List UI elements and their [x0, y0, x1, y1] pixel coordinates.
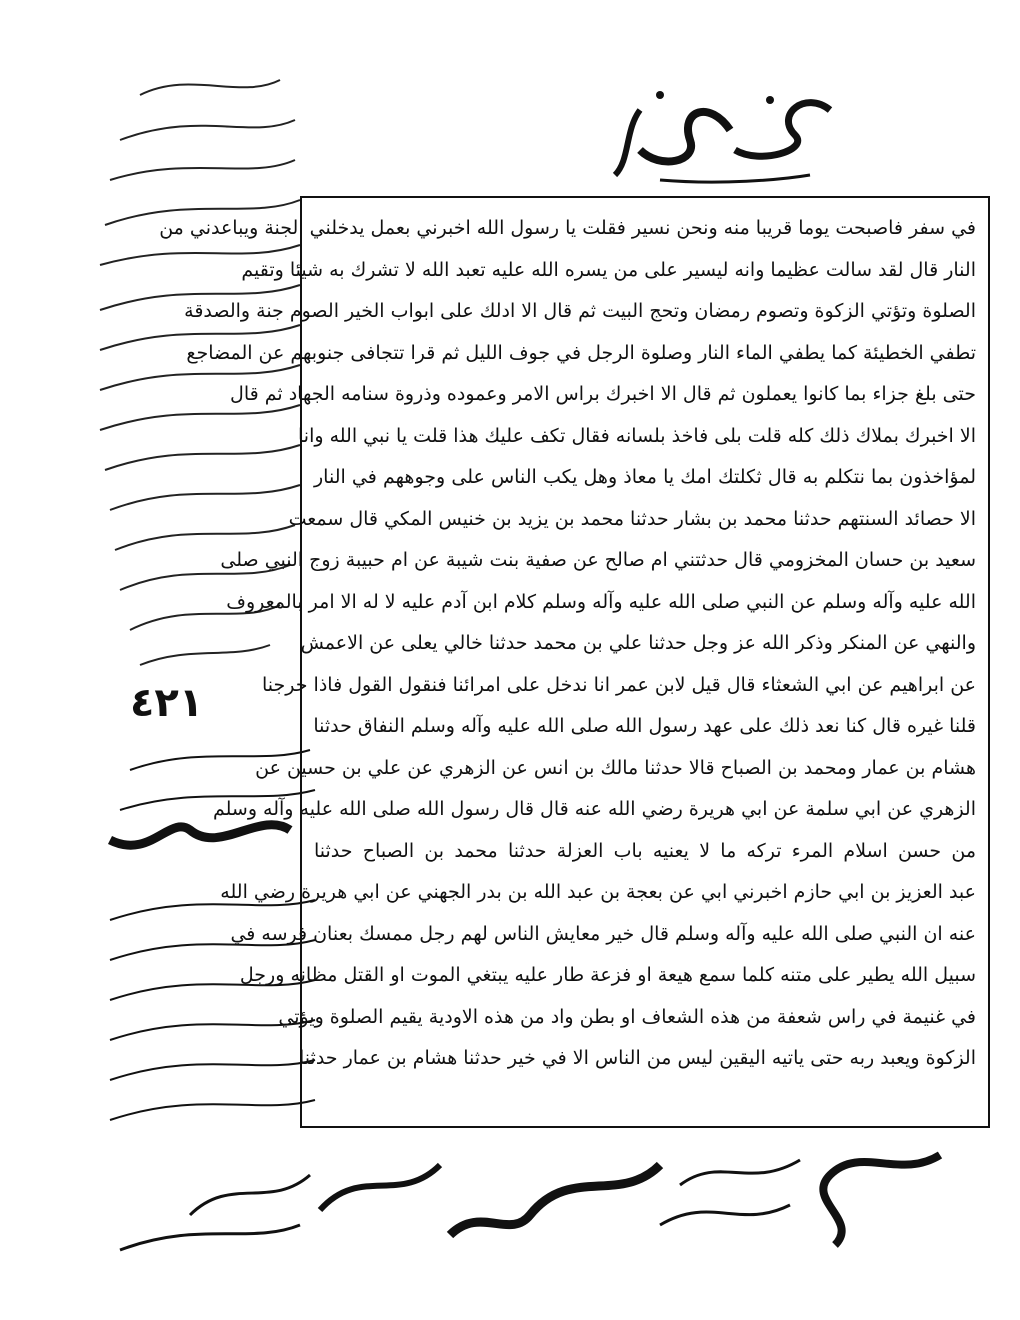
text-line-8: الا حصائد السنتهم حدثنا محمد بن بشار حدثنا محمد بن يزيد بن خنيس المكي قال سمعت	[288, 507, 976, 530]
text-line-6: الا اخبرك بملاك ذلك كله قلت بلى فاخذ بلسانه فقال تكف عليك هذا قلت يا نبي الله وانا	[298, 424, 976, 447]
title-calligraphy-drawing	[600, 80, 850, 190]
text-line-17: عبد العزيز بن ابي حازم اخبرني ابي عن بعجة بن عبد الله بن بدر الجهني عن ابي هريرة رضي الله	[220, 881, 976, 903]
text-line-5: حتى بلغ جزاء بما كانوا يعملون ثم قال الا اخبرك براس الامر وعموده وذروة سنامه الجهاد ثم قال	[230, 383, 976, 405]
text-line-4: تطفي الخطيئة كما يطفي الماء النار وصلوة الرجل في جوف الليل ثم قرا تتجافى جنوبهم عن المضاجع	[186, 341, 976, 364]
text-line-2: النار قال لقد سالت عظيما وانه ليسير على من يسره الله عليه تعبد الله لا تشرك به شيئا وتقيم	[241, 258, 976, 281]
text-line-21: الزكوة ويعبد ربه حتى ياتيه اليقين ليس من الناس الا في خير حدثنا هشام بن عمار حدثنا	[299, 1047, 976, 1069]
text-line-18: عنه ان النبي صلى الله عليه وآله وسلم قال خير معايش الناس لهم رجل ممسك بعنان فرسه في	[230, 922, 976, 945]
text-line-11: والنهي عن المنكر وذكر الله عز وجل حدثنا علي بن محمد حدثنا خالي يعلى عن الاعمش	[300, 632, 976, 654]
text-line-9: سعيد بن حسان المخزومي قال حدثتني ام صالح عن صفية بنت شيبة عن ام حبيبة زوج النبي صلى	[220, 549, 976, 571]
text-line-13: قلنا غيره قال كنا نعد ذلك على عهد رسول الله صلى الله عليه وآله وسلم النفاق حدثنا	[313, 715, 976, 737]
colophon-calligraphy	[100, 1135, 960, 1265]
calligraphic-title-ornament	[600, 80, 850, 190]
text-line-19: سبيل الله يطير على متنه كلما سمع هيعة او فزعة طار عليه يبتغي الموت او القتل مظانه ورجل	[239, 964, 976, 986]
text-line-12: عن ابراهيم عن ابي الشعثاء قال قيل لابن عمر انا ندخل على امرائنا فنقول القول فاذا خرجنا	[262, 673, 976, 696]
text-line-20: في غنيمة في راس شعفة من هذه الشعاف او بطن واد من هذه الاودية يقيم الصلوة ويؤتي	[278, 1005, 976, 1028]
text-line-1: في سفر فاصبحت يوما قريبا منه ونحن نسير فقلت يا رسول الله اخبرني بعمل يدخلني الجنة ويباعدني من	[159, 217, 976, 239]
colophon-drawing	[100, 1135, 960, 1265]
page-number: ٤٢١	[130, 680, 204, 726]
text-line-14: هشام بن عمار ومحمد بن الصباح قالا حدثنا مالك بن انس عن الزهري عن علي بن حسين عن	[255, 756, 976, 779]
text-line-7: لمؤاخذون بما نتكلم به قال ثكلتك امك يا معاذ وهل يكب الناس على وجوههم في النار	[314, 466, 976, 488]
text-line-10: الله عليه وآله وسلم عن النبي صلى الله عليه وآله وسلم كلام ابن آدم عليه لا له الا امر بالمعروف	[226, 590, 976, 613]
text-line-16: من حسن اسلام المرء تركه ما لا يعنيه باب العزلة حدثنا محمد بن الصباح حدثنا	[314, 839, 976, 862]
text-line-15: الزهري عن ابي سلمة عن ابي هريرة رضي الله عنه قال قال رسول الله صلى الله عليه وآله وسلم	[212, 798, 976, 820]
text-line-3: الصلوة وتؤتي الزكوة وتصوم رمضان وتحج البيت ثم قال الا ادلك على ابواب الخير الصوم جنة والصدقة	[184, 300, 976, 322]
